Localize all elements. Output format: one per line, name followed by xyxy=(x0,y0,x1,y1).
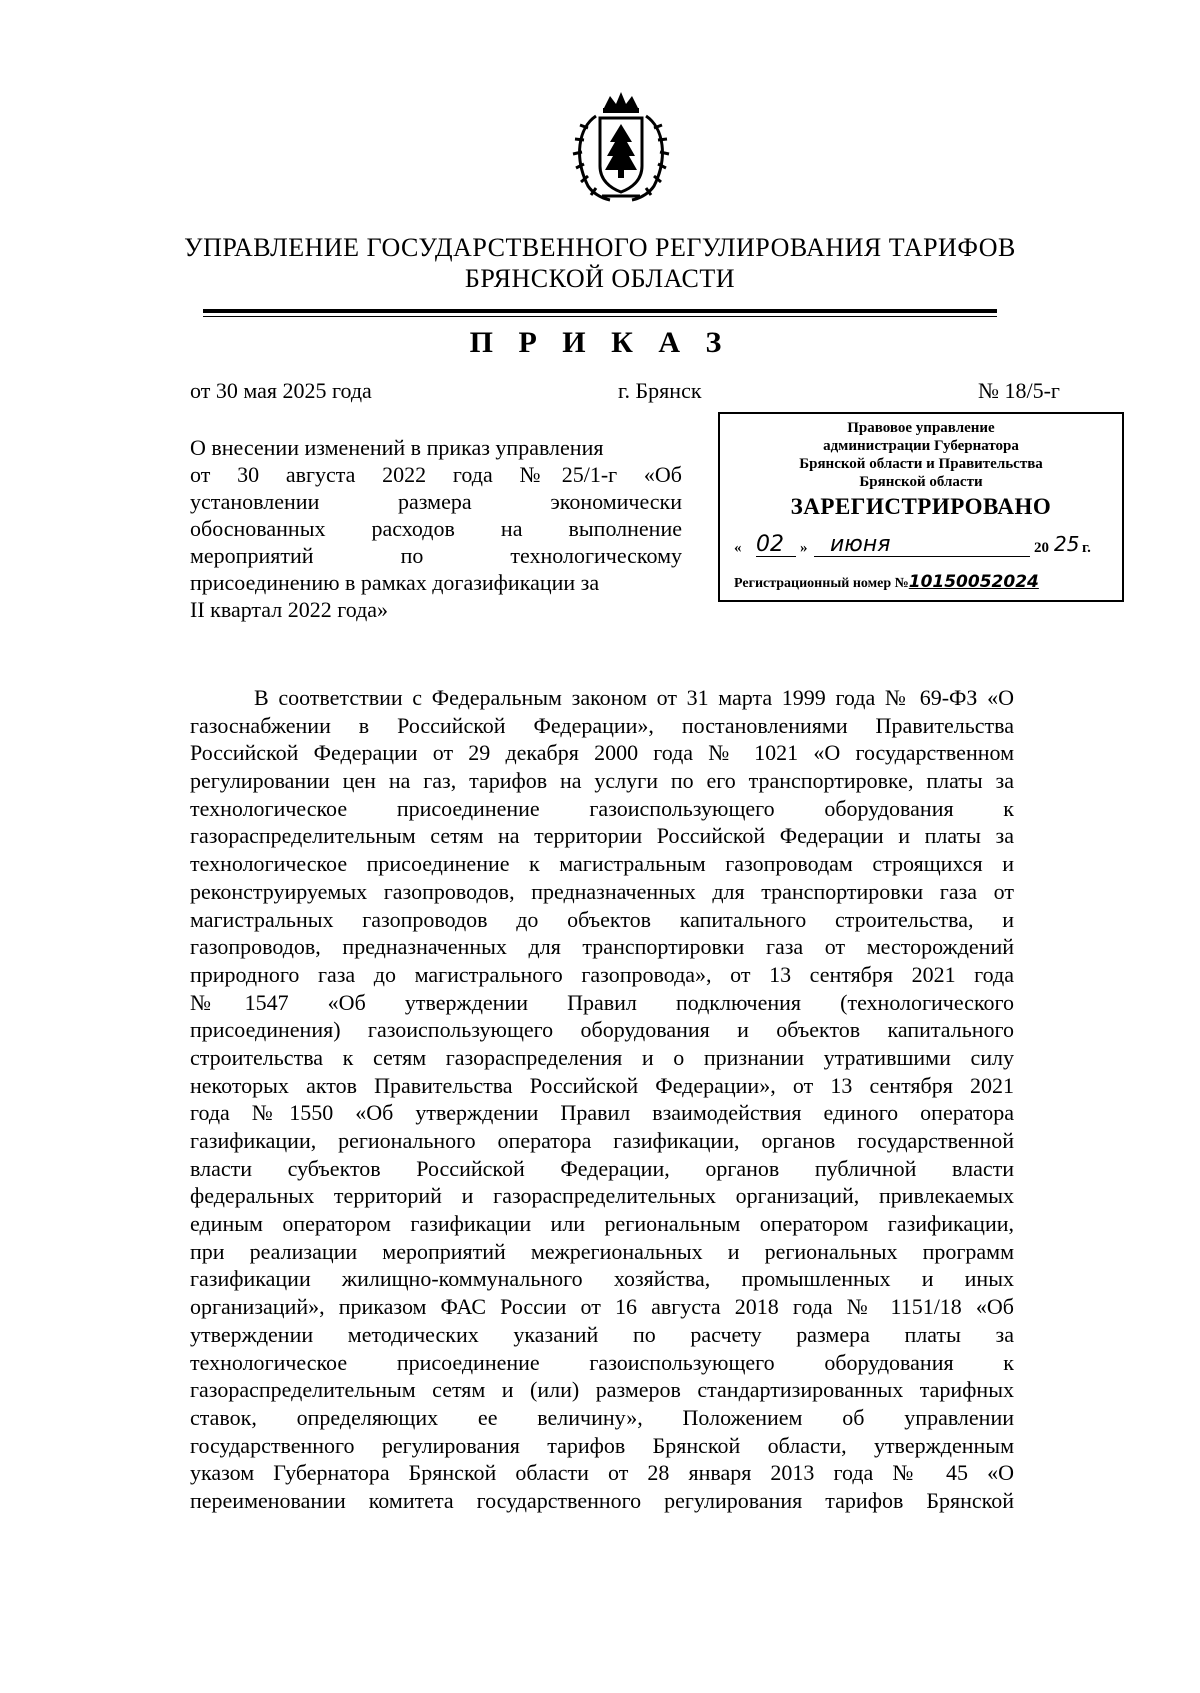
body-line: технологическое присоединение газоиспользующего оборудования к xyxy=(190,795,1014,821)
body-line: газификации жилищно-коммунального хозяйства, промышленных и иных xyxy=(190,1266,1014,1292)
body-line: при реализации мероприятий межрегиональных и региональных программ xyxy=(190,1238,1014,1264)
subject-line: от 30 августа 2022 года №25/1-г «Об xyxy=(190,462,682,487)
body-line: магистральных газопроводов до объектов капитального строительства, и xyxy=(190,906,1014,932)
stamp-line: Брянской области и Правительства xyxy=(799,456,1043,472)
order-body-text xyxy=(190,684,1014,1515)
body-line: государственного регулирования тарифов Брянской области, утвержденным xyxy=(190,1432,1014,1458)
body-line: газораспределительным сетям на территории Российской Федерации и платы за xyxy=(190,823,1014,849)
stamp-day: 02 xyxy=(756,532,784,557)
body-line: газораспределительным сетям и (или) размеров стандартизированных тарифных xyxy=(190,1377,1014,1403)
stamp-year-suffix: 25 xyxy=(1054,532,1080,556)
body-line: указом Губернатора Брянской области от 28 января 2013 года № 45 «О xyxy=(190,1460,1014,1486)
stamp-line: Правовое управление xyxy=(847,420,995,436)
body-line: единым оператором газификации или региональным оператором газификации, xyxy=(190,1211,1014,1237)
subject-line: присоединению в рамках догазификации за xyxy=(190,570,600,595)
body-line: газоснабжении в Российской Федерации», постановлениями Правительства xyxy=(190,712,1014,738)
document-title: П Р И К А З xyxy=(469,326,731,359)
body-line: строительства к сетям газораспределения и о признании утратившими силу xyxy=(190,1044,1014,1070)
registration-stamp xyxy=(718,412,1124,602)
body-line: Российской Федерации от 29 декабря 2000 года № 1021 «О государственном xyxy=(190,740,1014,766)
stamp-month: июня xyxy=(830,532,891,557)
stamp-line: администрации Губернатора xyxy=(823,438,1019,454)
stamp-quote-close: » xyxy=(800,540,808,556)
organization-name-line2: БРЯНСКОЙ ОБЛАСТИ xyxy=(464,264,736,293)
subject-line: установлении размера экономически xyxy=(190,489,682,514)
body-line: организаций», приказом ФАС России от 16 августа 2018 года № 1151/18 «Об xyxy=(190,1294,1014,1320)
body-line: технологическое присоединение газоиспользующего оборудования к xyxy=(190,1349,1014,1375)
stamp-registration-label: Регистрационный номер № xyxy=(734,576,909,591)
body-line: газификации, регионального оператора газификации, органов государственной xyxy=(190,1128,1014,1153)
body-line: года №1550 «Об утверждении Правил взаимодействия единого оператора xyxy=(190,1100,1014,1126)
header-divider-thick xyxy=(203,309,997,313)
stamp-registration-number-line xyxy=(734,572,1039,592)
order-date: от 30 мая 2025 года xyxy=(190,378,372,403)
body-line: природного газа до магистрального газопровода», от 13 сентября 2021 года xyxy=(190,961,1014,987)
body-line: В соответствии с Федеральным законом от 31 марта 1999 года № 69-ФЗ «О xyxy=(254,685,1014,710)
order-number: № 18/5-г xyxy=(978,378,1060,403)
body-line: присоединения) газоиспользующего оборудования и объектов капитального xyxy=(190,1017,1014,1043)
stamp-year-prefix: 20 xyxy=(1034,540,1049,556)
coat-of-arms-emblem xyxy=(566,88,676,206)
stamp-quote-open: « xyxy=(734,540,742,556)
stamp-year-end: г. xyxy=(1082,540,1091,556)
body-line: реконструируемых газопроводов, предназначенных для транспортировки газа от xyxy=(190,878,1014,904)
body-line: некоторых актов Правительства Российской Федерации», от 13 сентября 2021 xyxy=(190,1072,1014,1098)
stamp-registration-number: 10150052024 xyxy=(908,572,1039,592)
stamp-line: Брянской области xyxy=(859,474,983,490)
body-line: №1547 «Об утверждении Правил подключения (технологического xyxy=(190,989,1014,1015)
stamp-registered-label: ЗАРЕГИСТРИРОВАНО xyxy=(790,494,1052,519)
stamp-month-underline xyxy=(814,556,1030,557)
subject-line: обоснованных расходов на выполнение xyxy=(190,516,682,541)
body-line: технологическое присоединение к магистральным газопроводам строящихся и xyxy=(190,851,1014,877)
body-line: власти субъектов Российской Федерации, органов публичной власти xyxy=(190,1155,1014,1181)
body-line: утверждении методических указаний по расчету размера платы за xyxy=(190,1321,1014,1347)
stamp-date-line xyxy=(734,534,1106,564)
header-divider-thin xyxy=(203,316,997,317)
body-line: федеральных территорий и газораспределительных организаций, привлекаемых xyxy=(190,1183,1014,1209)
body-line: переименовании комитета государственного регулирования тарифов Брянской xyxy=(190,1487,1014,1513)
subject-line: О внесении изменений в приказ управления xyxy=(190,435,604,460)
order-subject xyxy=(190,434,682,623)
order-city: г. Брянск xyxy=(618,378,702,403)
subject-line: мероприятий по технологическому xyxy=(190,543,682,568)
organization-name-line1: УПРАВЛЕНИЕ ГОСУДАРСТВЕННОГО РЕГУЛИРОВАНИЯ ТАРИФОВ xyxy=(184,233,1016,262)
body-line: ставок, определяющих ее величину», Положением об управлении xyxy=(190,1404,1014,1430)
body-line: регулировании цен на газ, тарифов на услуги по его транспортировке, платы за xyxy=(190,768,1014,794)
stamp-day-underline xyxy=(756,556,796,557)
body-line: газопроводов, предназначенных для транспортировки газа от месторождений xyxy=(190,934,1014,960)
subject-line: II квартал 2022 года» xyxy=(190,597,389,622)
